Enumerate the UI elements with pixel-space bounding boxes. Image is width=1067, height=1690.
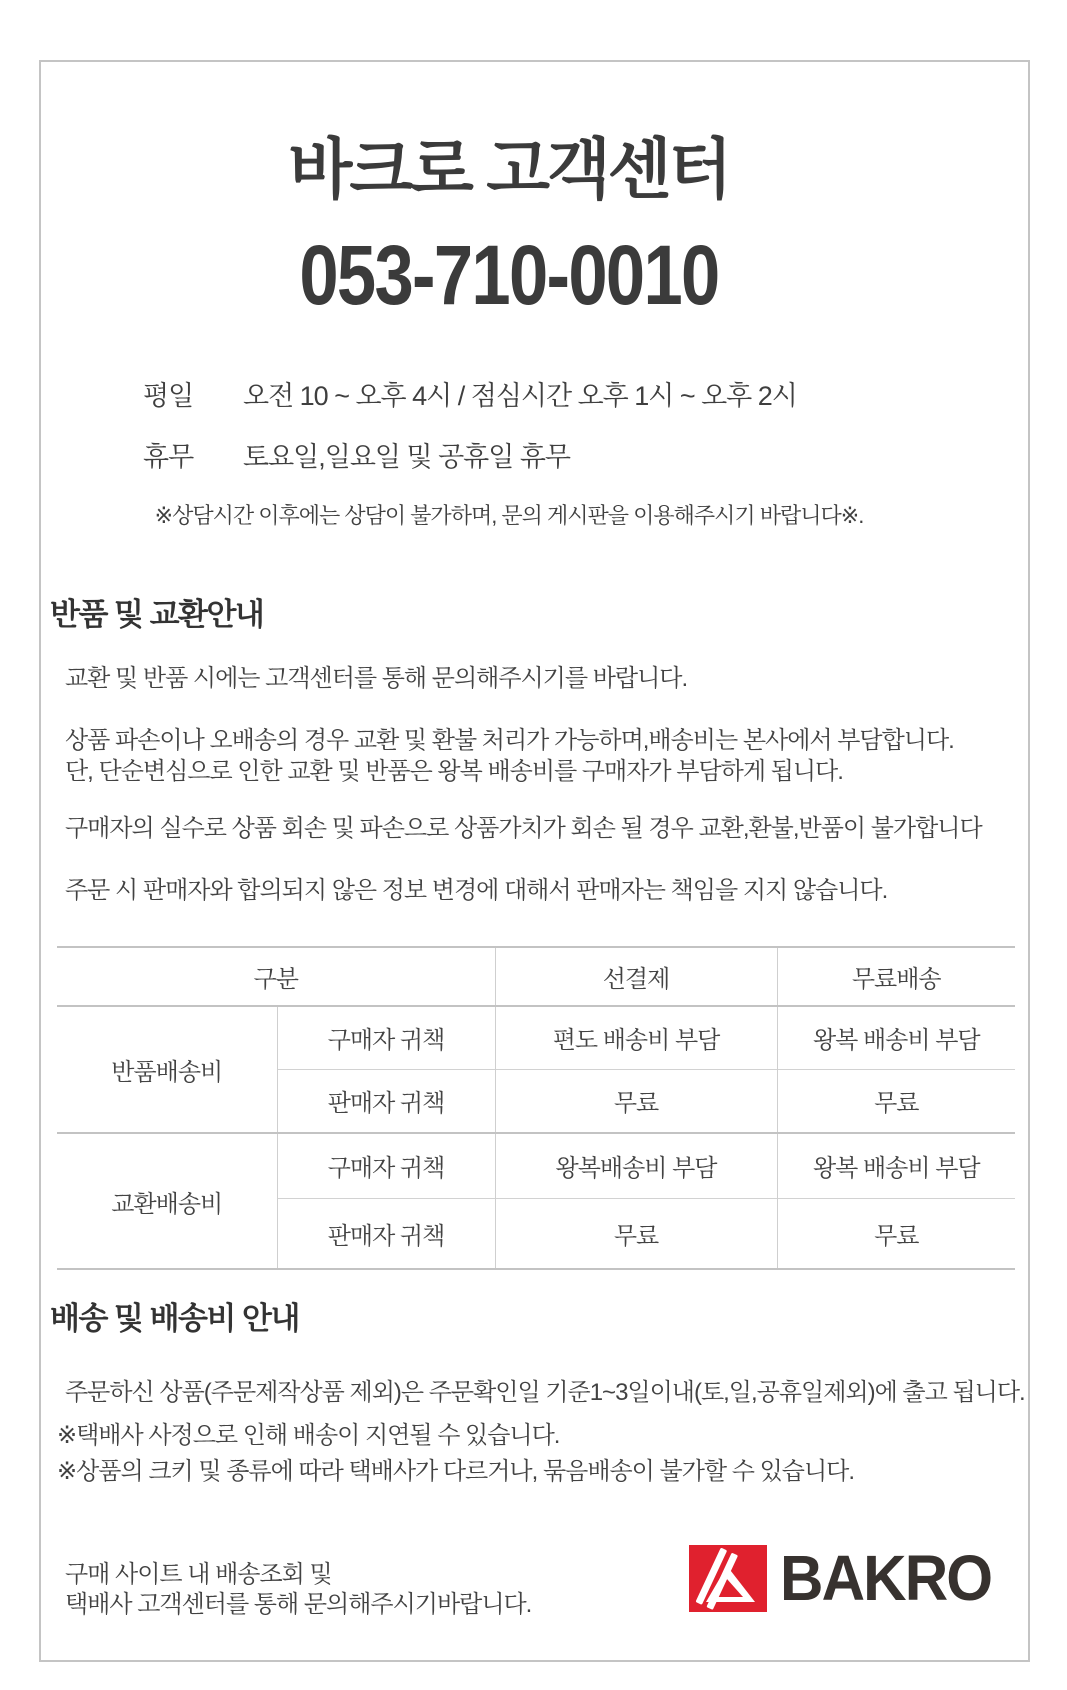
table-row [57, 1133, 1015, 1198]
fee-group-return: 반품배송비 [57, 1006, 277, 1133]
returns-line: 단, 단순변심으로 인한 교환 및 반품은 왕복 배송비를 구매자가 부담하게 됩니다. [65, 758, 843, 785]
fee-cell-free-shipping: 무료 [874, 1090, 919, 1118]
footer-note-line: 구매 사이트 내 배송조회 및 [65, 1561, 332, 1588]
hours-label: 평일 [143, 381, 194, 411]
hours-value: 토요일,일요일 및 공휴일 휴무 [243, 442, 570, 472]
fee-cell-cause: 판매자 귀책 [277, 1069, 495, 1133]
footer-note-line: 택배사 고객센터를 통해 문의해주시기바랍니다. [65, 1591, 532, 1618]
fee-cell-free-shipping: 무료 [874, 1222, 919, 1250]
fee-group-exchange: 교환배송비 [57, 1133, 277, 1269]
bakro-logo-mark-icon [689, 1545, 767, 1612]
bakro-logo [689, 1544, 1005, 1613]
hours-value: 오전 10 ~ 오후 4시 / 점심시간 오후 1시 ~ 오후 2시 [243, 381, 797, 411]
fee-table-header-row [57, 947, 1015, 1006]
page-title: 바크로 고객센터 [288, 132, 730, 206]
fee-cell-free-shipping: 왕복 배송비 부담 [812, 1155, 980, 1183]
phone-number: 053-710-0010 [299, 228, 719, 322]
shipping-heading: 배송 및 배송비 안내 [50, 1301, 299, 1336]
fee-cell-prepaid: 무료 [495, 1198, 777, 1269]
notice-content [39, 0, 1025, 1690]
fee-table-header-category: 구분 [57, 947, 495, 1006]
consult-note: ※상담시간 이후에는 상담이 불가하며, 문의 게시판을 이용해주시기 바랍니다※. [154, 503, 864, 528]
returns-line: 상품 파손이나 오배송의 경우 교환 및 환불 처리가 가능하며,배송비는 본사에서 부담합니다. [65, 727, 954, 754]
returns-line: 교환 및 반품 시에는 고객센터를 통해 문의해주시기를 바랍니다. [65, 665, 688, 692]
fee-cell-cause: 판매자 귀책 [277, 1198, 495, 1269]
shipping-line: ※택배사 사정으로 인해 배송이 지연될 수 있습니다. [57, 1422, 560, 1449]
shipping-line: ※상품의 크키 및 종류에 따라 택배사가 다르거나, 묶음배송이 불가할 수 있습니다. [57, 1458, 855, 1485]
returns-line: 구매자의 실수로 상품 회손 및 파손으로 상품가치가 회손 될 경우 교환,환불,반품이 불가합니다 [65, 815, 982, 842]
shipping-line: 주문하신 상품(주문제작상품 제외)은 주문확인일 기준1~3일이내(토,일,공휴일제외)에 출고 됩니다. [65, 1379, 1025, 1406]
fee-cell-prepaid: 왕복배송비 부담 [495, 1133, 777, 1198]
hours-label: 휴무 [143, 442, 194, 472]
fee-cell-cause: 구매자 귀책 [277, 1006, 495, 1069]
returns-heading: 반품 및 교환안내 [50, 597, 264, 632]
fee-table-header-free-shipping: 무료배송 [851, 966, 941, 993]
table-row [57, 1006, 1015, 1069]
bakro-logo-text: BAKRO [780, 1542, 992, 1614]
fee-cell-prepaid: 편도 배송비 부담 [495, 1006, 777, 1069]
fee-table-header-prepaid: 선결제 [495, 947, 777, 1006]
fee-cell-cause: 구매자 귀책 [277, 1133, 495, 1198]
returns-line: 주문 시 판매자와 합의되지 않은 정보 변경에 대해서 판매자는 책임을 지지 않습니다. [65, 877, 888, 904]
fee-cell-free-shipping: 왕복 배송비 부담 [812, 1027, 980, 1055]
fee-cell-prepaid: 무료 [495, 1069, 777, 1133]
fee-table [57, 946, 1015, 1270]
